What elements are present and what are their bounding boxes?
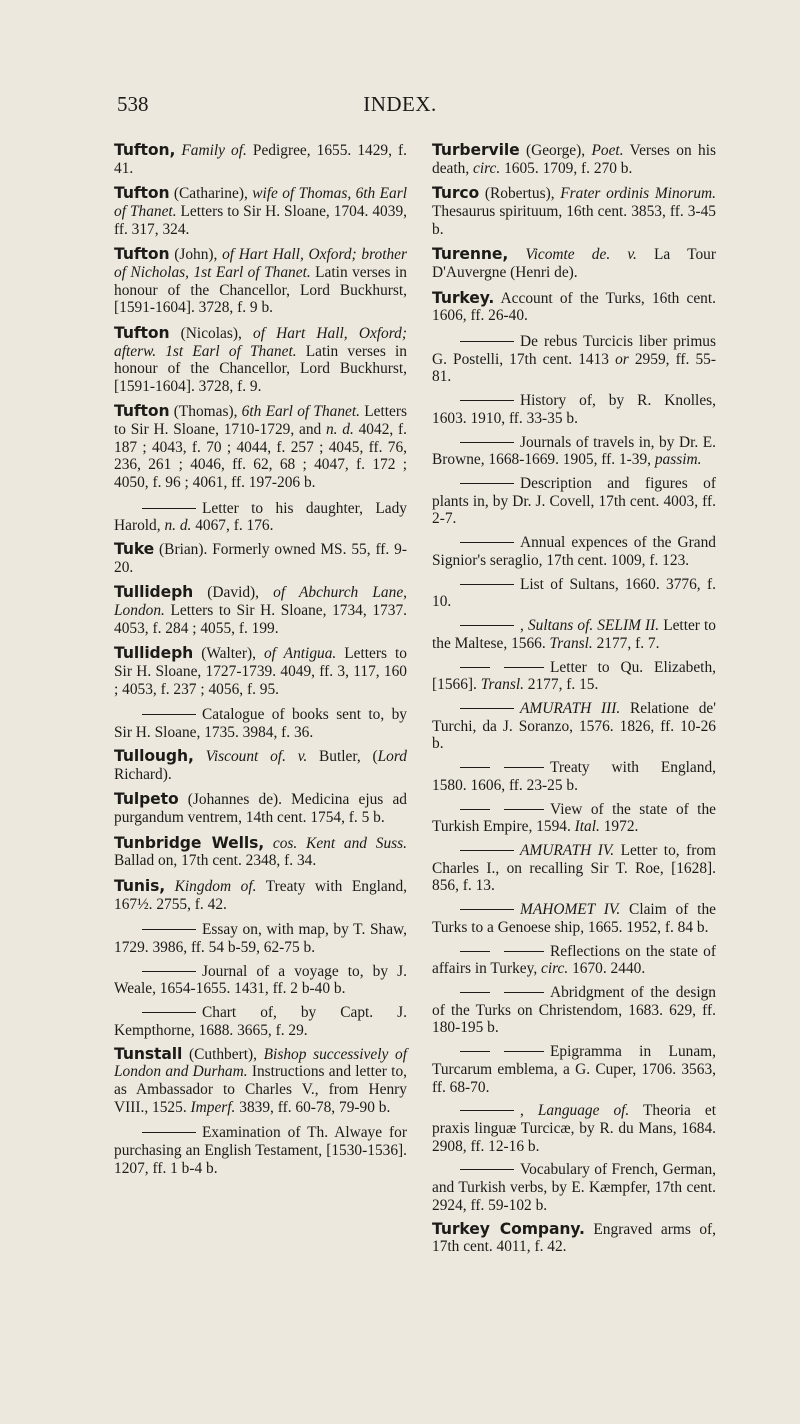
entry-text: (Robertus), [479,185,561,203]
index-subentry [432,842,716,895]
index-subentry [432,1161,716,1214]
italic-text: wife of Thomas, 6th Earl of Thanet. [114,185,408,220]
entry-heading: Tufton [114,402,170,421]
entry-text: , [520,617,528,635]
entry-text: (David), [193,584,274,602]
index-entry [114,584,407,637]
entry-heading: Tunis, [114,877,166,896]
ditto-dash [460,1169,514,1170]
index-subentry [432,943,716,978]
entry-text: Verses on his death, [432,142,717,177]
entry-heading: Tufton [114,245,170,264]
entry-text: (Johannes de). Medicina ejus ad purgandum ventrem, 14th cent. 1754, f. 5 b. [114,791,407,826]
entry-text: Description and figures of plants in, by Dr. J. Covell, 17th cent. 4003, ff. 2-7. [432,475,716,528]
italic-text: Sultans of. SELIM II. [527,617,660,635]
entry-text: Treaty with England, 167½. 2755, f. 42. [114,878,407,913]
left-column [114,142,407,1184]
index-subentry [114,921,407,956]
italic-text: of Abchurch Lane, London. [114,584,408,620]
entry-text [264,835,273,852]
entry-text: (John), [169,246,223,264]
entry-text: Thesaurus spirituum, 16th cent. 3853, ff. 3-45 b. [432,202,716,238]
italic-text: Language of. [537,1102,630,1120]
ditto-dash [460,1051,490,1052]
entry-text: 2177, f. 7. [592,634,660,652]
entry-text: 2177, f. 15. [523,676,599,694]
italic-text: AMURATH IV. [520,842,615,860]
index-entry [114,403,407,491]
italic-text: 6th Earl of Thanet. [241,403,361,421]
index-entry [114,541,407,576]
entry-text: Ballad on, 17th cent. 2348, f. 34. [114,852,317,870]
ditto-dash [504,667,544,668]
italic-text: of Hart Hall, Oxford; afterw. 1st Earl of Thanet. [114,324,407,360]
entry-text: Latin verses in honour of the Chancellor, Lord Buckhurst, [1591-1604]. 3728, f. 9. [114,342,407,395]
index-entry [114,835,407,870]
entry-text: Journal of a voyage to, by J. Weale, 1654-1655. 1431, ff. 2 b-40 b. [114,962,407,998]
entry-text: Letter to the Maltese, 1566. [432,617,716,652]
italic-text: Transl. [549,634,593,652]
entry-text: (Brian). Formerly owned MS. 55, ff. 9-20. [114,541,407,576]
entry-heading: Tulpeto [114,790,179,809]
ditto-dash [142,1012,196,1013]
italic-text: Bishop successively of London and Durham. [114,1045,407,1081]
entry-text: 1972. [599,818,639,836]
ditto-dash [460,442,514,443]
ditto-dash [460,667,490,668]
ditto-dash [460,850,514,851]
italic-text: AMURATH III. [520,700,621,718]
index-entry [114,748,407,783]
entry-text: Vocabulary of French, German, and Turkish verbs, by E. Kæmpfer, 17th cent. 2924, ff. 59-102 b. [432,1161,716,1214]
entry-text: Epigramma in Lunam, Turcarum emblema, a G. Cuper, 1706. 3563, ff. 68-70. [432,1043,716,1096]
index-subentry [114,706,407,741]
entry-text [610,246,627,263]
entry-text: Engraved arms of, 17th cent. 4011, f. 42. [432,1220,717,1256]
entry-text: Theoria et praxis linguæ Turcicæ, by R. du Mans, 1684. 2908, ff. 12-16 b. [432,1102,716,1155]
entry-text: Pedigree, 1655. 1429, f. 41. [114,142,407,177]
entry-heading: Tunstall [114,1044,183,1063]
entry-text: Letters to Sir H. Sloane, 1704. 4039, ff. 317, 324. [114,202,407,238]
index-entry [114,1046,407,1116]
italic-text: of Antigua. [263,645,337,663]
ditto-dash [142,508,196,509]
entry-heading: Turco [432,184,480,203]
entry-text [194,748,206,765]
entry-text: (Thomas), [169,403,242,421]
index-subentry [432,759,716,794]
page-title: INDEX. [363,92,437,116]
entry-text: 4067, f. 176. [191,517,274,535]
entry-text: Letters to Sir H. Sloane, 1734, 1737. 4053, f. 284 ; 4055, f. 199. [114,602,407,637]
entry-text: La Tour D'Auvergne (Henri de). [432,246,716,281]
index-subentry [114,963,407,998]
index-subentry [432,576,716,611]
italic-text: n. d. [325,421,354,439]
ditto-dash [460,809,490,810]
entry-text: 3839, ff. 60-78, 79-90 b. [235,1098,391,1116]
index-subentry [432,1102,716,1155]
entry-text: Reflections on the state of affairs in Turkey, [432,942,716,978]
right-column [432,142,716,1264]
entry-text: (Catharine), [169,185,253,203]
italic-text: Imperf. [190,1098,236,1116]
index-subentry [432,1043,716,1096]
index-subentry [432,475,716,528]
index-subentry [432,659,716,694]
italic-text: circ. [541,960,569,978]
page-number: 538 [117,92,149,116]
ditto-dash [460,951,490,952]
entry-text: Letters to Sir H. Sloane, 1727-1739. 4049, ff. 3, 117, 160 ; 4053, f. 237 ; 4056, f. 95. [114,645,407,698]
italic-text: cos. Kent and Suss. [272,834,407,852]
italic-text: Transl. [480,676,524,694]
index-subentry [432,392,716,427]
entry-text: Instructions and letter to, as Ambassador to Charles V., from Henry VIII., 1525. [114,1063,407,1116]
ditto-dash [460,708,514,709]
entry-text: Abridgment of the design of the Turks on Christendom, 1683. 629, ff. 180-195 b. [432,984,716,1037]
ditto-dash [142,1132,196,1133]
ditto-dash [504,1051,544,1052]
index-entry [432,185,716,238]
index-entry [114,645,407,698]
ditto-dash [142,971,196,972]
entry-heading: Turbervile [432,141,520,159]
italic-text: or [615,350,629,368]
index-subentry [432,333,716,386]
entry-heading: Tunbridge Wells, [114,833,265,852]
italic-text: Vicomte de. [525,246,611,264]
index-entry [432,1221,716,1256]
ditto-dash [460,483,514,484]
entry-text: (George), [519,142,592,159]
entry-text: Letter to Qu. Elizabeth, [1566]. [432,658,716,694]
index-subentry [432,901,716,936]
entry-text: Latin verses in honour of the Chancellor, Lord Buckhurst, [1591-1604]. 3728, f. 9 b. [114,263,407,317]
ditto-dash [504,951,544,952]
entry-heading: Tullideph [114,644,194,663]
ditto-dash [460,584,514,585]
entry-text: 1605. 1709, f. 270 b. [500,159,633,177]
italic-text: passim. [654,451,702,469]
ditto-dash [460,400,514,401]
index-entry [432,246,716,281]
ditto-dash [504,767,544,768]
index-subentry [114,1004,407,1039]
italic-text: of Hart Hall, Oxford; brother of Nicholas, 1st Earl of Thanet. [114,246,408,281]
entry-heading: Tufton [114,184,170,203]
italic-text: Lord [377,747,407,765]
italic-text: circ. [473,159,501,177]
index-entry [114,325,407,395]
entry-text: , [520,1102,538,1120]
ditto-dash [142,714,196,715]
ditto-dash [460,341,514,342]
entry-text: Treaty with England, 1580. 1606, ff. 23-25 b. [432,759,716,794]
index-subentry [114,500,407,535]
entry-text: Examination of Th. Alwaye for purchasing an English Testament, [1530-1536]. 1207, ff. 1 b-4 b. [114,1124,407,1177]
ditto-dash [460,542,514,543]
ditto-dash [142,929,196,930]
page-header [0,92,800,122]
entry-text: Account of the Turks, 16th cent. 1606, ff. 26-40. [432,289,716,325]
entry-text [165,878,175,895]
index-subentry [114,1124,407,1177]
italic-text: MAHOMET IV. [520,901,621,919]
italic-text: Poet. [591,142,624,159]
entry-text: Letters to Sir H. Sloane, 1710-1729, and [114,403,407,439]
ditto-dash [504,809,544,810]
index-entry [432,290,716,325]
entry-text [286,748,298,765]
entry-text: De rebus Turcicis liber primus G. Postelli, 17th cent. 1413 [432,333,716,368]
entry-text: 2959, ff. 55-81. [432,350,716,386]
index-entry [114,142,407,177]
entry-heading: Tuke [114,540,155,559]
italic-text: Frater ordinis Minorum. [560,185,716,203]
entry-text: (Cuthbert), [182,1045,264,1063]
entry-heading: Turkey. [432,288,495,307]
ditto-dash [460,1110,514,1111]
entry-text: Richard). [114,765,172,783]
ditto-dash [460,767,490,768]
index-subentry [432,534,716,569]
entry-heading: Turenne, [432,245,509,264]
entry-heading: Tufton [114,323,170,342]
entry-text: Essay on, with map, by T. Shaw, 1729. 3986, ff. 54 b-59, 62-75 b. [114,921,407,956]
ditto-dash [460,625,514,626]
index-entry [114,246,407,316]
index-entry [114,185,407,238]
entry-text: Butler, ( [307,747,378,765]
italic-text: Viscount of. [205,747,286,765]
index-entry [432,142,716,177]
entry-text: History of, by R. Knolles, 1603. 1910, ff. 33-35 b. [432,392,716,427]
italic-text: v. [627,246,637,264]
index-subentry [432,617,716,652]
entry-text: Letter to his daughter, Lady Harold, [114,499,407,535]
italic-text: Family of. [181,142,247,159]
entry-text: Annual expences of the Grand Signior's seraglio, 17th cent. 1009, f. 123. [432,534,716,569]
entry-text: (Walter), [193,645,264,663]
index-entry [114,791,407,826]
entry-heading: Tullough, [114,746,194,765]
index-subentry [432,984,716,1037]
index-subentry [432,700,716,753]
italic-text: v. [297,747,308,765]
entry-text: Relatione de' Turchi, da J. Soranzo, 1576. 1826, ff. 10-26 b. [432,700,716,753]
entry-text: Chart of, by Capt. J. Kempthorne, 1688. 3665, f. 29. [114,1004,407,1039]
ditto-dash [460,992,490,993]
italic-text: Ital. [574,818,600,836]
ditto-dash [460,909,514,910]
entry-heading: Tullideph [114,583,194,602]
italic-text: Kingdom of. [174,878,257,896]
entry-text: Catalogue of books sent to, by Sir H. Sloane, 1735. 3984, f. 36. [114,706,407,742]
ditto-dash [504,992,544,993]
entry-text: 1670. 2440. [568,960,646,978]
index-subentry [432,801,716,836]
index-subentry [432,434,716,469]
entry-text: List of Sultans, 1660. 3776, f. 10. [432,575,716,611]
entry-text: Letter to, from Charles I., on recalling Sir T. Roe, [1628]. 856, f. 13. [432,842,716,895]
index-entry [114,878,407,913]
entry-text: Journals of travels in, by Dr. E. Browne, 1668-1669. 1905, ff. 1-39, [432,433,716,469]
entry-heading: Tufton, [114,141,176,159]
entry-heading: Turkey Company. [432,1219,585,1238]
entry-text: (Nicolas), [169,324,253,342]
entry-text: 4042, f. 187 ; 4043, f. 70 ; 4044, f. 257 ; 4045, ff. 76, 236, 261 ; 4046, ff. 62, 68 ; 4047, f. 172 ; 4050, f. 96 ; 4061, ff. 197-206 b. [114,421,407,491]
entry-text [508,246,525,263]
entry-text: Claim of the Turks to a Genoese ship, 1665. 1952, f. 84 b. [432,901,716,936]
italic-text: n. d. [164,517,192,535]
entry-text: View of the state of the Turkish Empire, 1594. [432,800,716,836]
